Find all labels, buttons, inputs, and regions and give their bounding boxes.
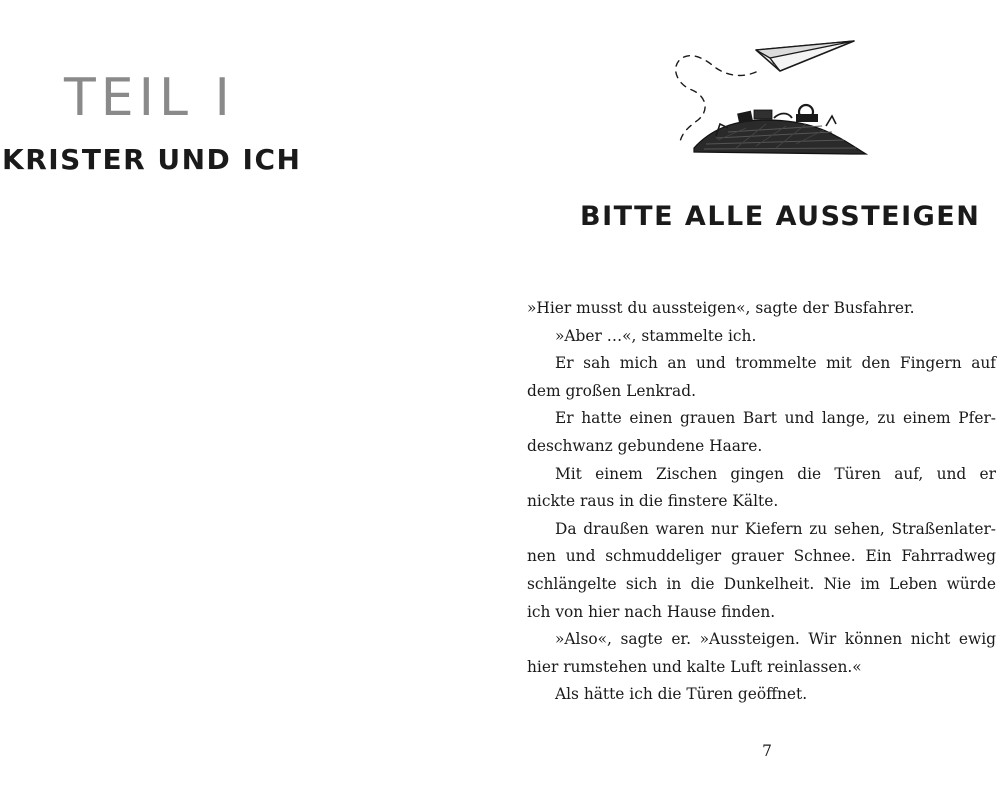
- part-title: KRISTER UND ICH: [2, 143, 302, 176]
- body-line: Er sah mich an und trommelte mit den Fingern auf: [555, 354, 996, 373]
- part-label: TEIL I: [64, 68, 235, 128]
- chapter-illustration: [656, 28, 878, 164]
- body-line: nickte raus in die finstere Kälte.: [527, 492, 779, 511]
- body-line: Da draußen waren nur Kiefern zu sehen, Straßenlater-: [555, 519, 996, 538]
- body-line: dem großen Lenkrad.: [527, 381, 696, 400]
- chapter-title: BITTE ALLE AUSSTEIGEN: [580, 201, 981, 232]
- body-line: schlängelte sich in die Dunkelheit. Nie im Leben würde: [527, 574, 996, 593]
- paper-plane-icon: [756, 41, 854, 71]
- junk-pile-icon: [694, 105, 866, 154]
- body-line: Als hätte ich die Türen geöffnet.: [555, 685, 808, 704]
- body-line: deschwanz gebundene Haare.: [527, 436, 763, 455]
- body-line: Er hatte einen grauen Bart und lange, zu einem Pfer-: [555, 409, 996, 428]
- page-number: 7: [762, 742, 772, 760]
- body-line: hier rumstehen und kalte Luft reinlassen.«: [527, 657, 862, 676]
- body-line: Mit einem Zischen gingen die Türen auf, und er: [555, 464, 996, 483]
- chapter-body-text: [527, 295, 996, 709]
- body-line: »Hier musst du aussteigen«, sagte der Busfahrer.: [527, 299, 915, 317]
- body-line: nen und schmuddeliger grauer Schnee. Ein Fahrradweg: [527, 547, 996, 566]
- body-line: ich von hier nach Hause finden.: [527, 602, 776, 621]
- body-line: »Aber …«, stammelte ich.: [555, 326, 757, 345]
- body-line: »Also«, sagte er. »Aussteigen. Wir können nicht ewig: [555, 630, 996, 649]
